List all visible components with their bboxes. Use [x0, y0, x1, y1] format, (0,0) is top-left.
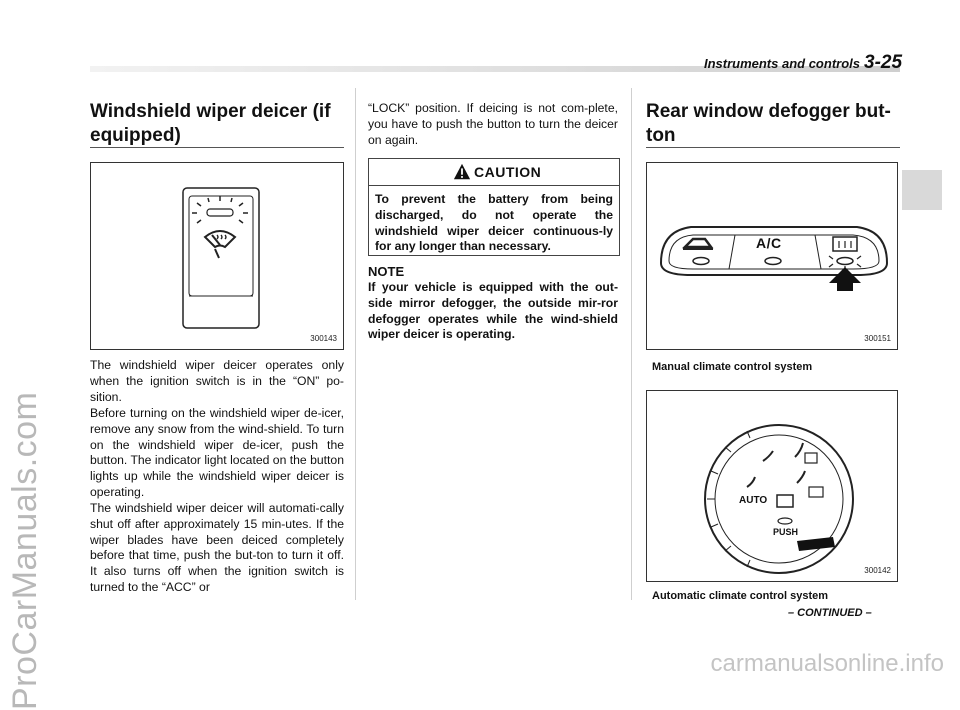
caution-header — [369, 159, 619, 186]
body-paragraph: “LOCK” position. If deicing is not com-plete, you have to push the button to turn the deicer on again. — [368, 101, 618, 147]
figure-caption: Automatic climate control system — [652, 590, 829, 602]
deicer-switch-illustration — [91, 163, 343, 349]
caution-label: CAUTION — [474, 164, 542, 180]
deicer-switch-figure — [90, 162, 344, 350]
chapter-tab — [902, 170, 942, 210]
continued-label: – CONTINUED – — [788, 607, 872, 619]
section-title-line2: ton — [646, 125, 676, 146]
manual-climate-panel-illustration — [647, 163, 897, 349]
title-rule — [646, 147, 900, 148]
auto-climate-figure — [646, 390, 898, 582]
auto-climate-dial-illustration — [647, 391, 897, 581]
caution-text: To prevent the battery from being discharged, do not operate the windshield wiper deicer continuous-ly for any longer than necessary. — [375, 192, 613, 254]
warning-triangle-icon — [453, 163, 471, 181]
figure-code: 300143 — [310, 334, 337, 343]
title-rule — [90, 147, 344, 148]
column-divider — [631, 88, 632, 600]
column-divider — [355, 88, 356, 600]
push-label: PUSH — [773, 527, 799, 537]
section-title-line1: Rear window defogger but- — [646, 101, 891, 122]
figure-code: 300142 — [864, 566, 891, 575]
manual-climate-figure — [646, 162, 898, 350]
figure-code: 300151 — [864, 334, 891, 343]
caution-box — [368, 158, 620, 256]
watermark-bottom: carmanualsonline.info — [710, 650, 944, 677]
note-text: If your vehicle is equipped with the out-side mirror defogger, the outside mir-ror defogger operates while the wind-shield wiper deicer is operating. — [368, 280, 618, 342]
watermark-left: ProCarManuals.com — [6, 391, 44, 710]
note-label: NOTE — [368, 264, 405, 279]
body-paragraph: The windshield wiper deicer will automati-cally shut off after approximately 15 min-utes. If the wiper blades have been deiced completely before that time, push the but-ton to turn it off. It also turns off when the ignition switch is turned to the “ACC” or — [90, 501, 344, 594]
section-title-line1: Windshield wiper deicer (if — [90, 101, 331, 122]
figure-caption: Manual climate control system — [652, 361, 813, 373]
body-paragraph: The windshield wiper deicer operates only when the ignition switch is in the “ON” po-sition. — [90, 358, 344, 404]
page-number: 3-25 — [864, 52, 903, 73]
auto-label: AUTO — [739, 495, 768, 506]
section-label: Instruments and controls — [703, 56, 860, 71]
section-title-line2: equipped) — [90, 125, 181, 146]
ac-label: A/C — [756, 235, 782, 251]
body-paragraph: Before turning on the windshield wiper de-icer, remove any snow from the wind-shield. To turn on the windshield wiper de-icer, push the button. The indicator light located on the button lights up while the windshield wiper deicer is operating. — [90, 406, 344, 499]
